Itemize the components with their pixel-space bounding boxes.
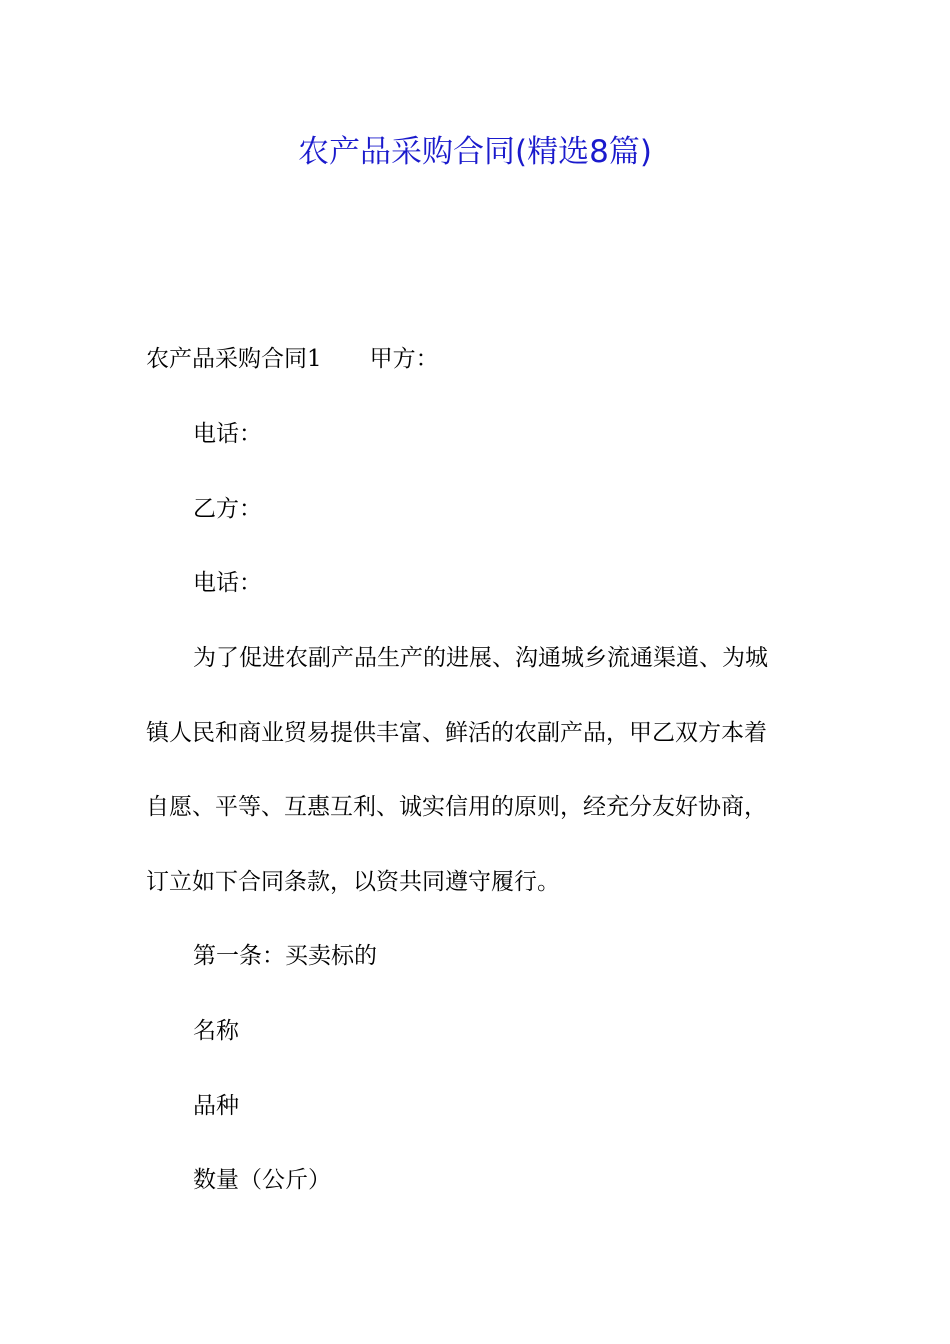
article-one-heading: 第一条：买卖标的 <box>193 943 377 969</box>
field-variety: 品种 <box>193 1093 239 1119</box>
party-b-label: 乙方： <box>193 496 262 522</box>
paragraph-line: 订立如下合同条款，以资共同遵守履行。 <box>146 869 560 895</box>
party-a-label: 甲方： <box>369 346 439 372</box>
document-title: 农产品采购合同(精选8篇) <box>298 134 652 170</box>
party-a-phone: 电话： <box>193 421 262 447</box>
paragraph-line: 为了促进农副产品生产的进展、沟通城乡流通渠道、为城 <box>193 645 768 671</box>
paragraph-line: 自愿、平等、互惠互利、诚实信用的原则，经充分友好协商， <box>146 794 767 820</box>
field-name: 名称 <box>193 1018 239 1044</box>
paragraph-line: 镇人民和商业贸易提供丰富、鲜活的农副产品，甲乙双方本着 <box>146 720 767 746</box>
contract-heading-line <box>146 344 439 374</box>
field-quantity: 数量（公斤） <box>193 1167 331 1193</box>
party-b-phone: 电话： <box>193 570 262 596</box>
contract-heading: 农产品采购合同1 <box>146 346 322 372</box>
